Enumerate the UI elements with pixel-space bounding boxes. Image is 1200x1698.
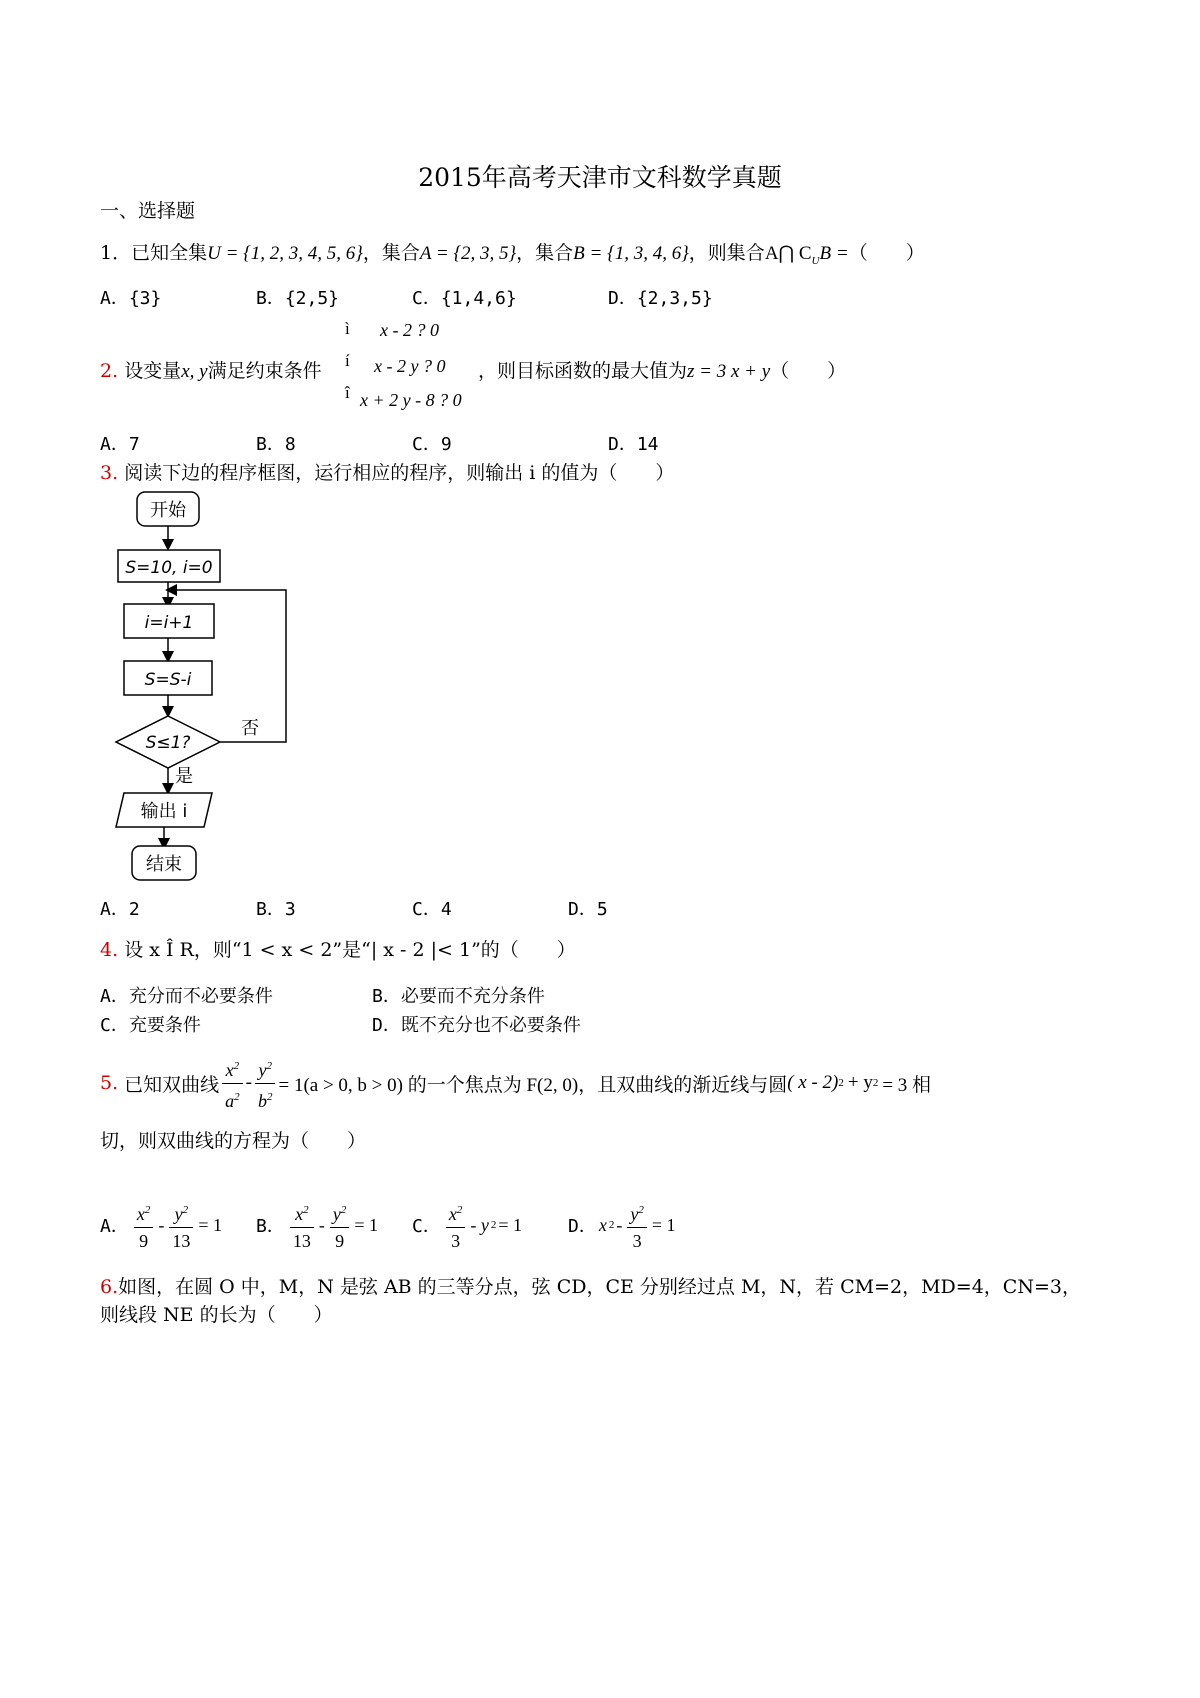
option-b: B．8: [256, 434, 296, 455]
option-a: A．2: [100, 899, 140, 920]
question-2: 2. 设变量x, y满足约束条件: [100, 360, 322, 382]
fraction-x2-a2: $\frac{x^2}{a^2}$: [222, 1053, 243, 1114]
question-number: 1．: [100, 242, 132, 264]
question-5-line2: 切，则双曲线的方程为（ ）: [100, 1130, 367, 1152]
start-label: 开始: [150, 500, 186, 521]
init-label: S=10, i=0: [125, 558, 213, 578]
end-label: 结束: [146, 854, 182, 875]
constraint-3: x + 2 y - 8 ? 0: [360, 390, 462, 410]
option-d: D．14: [608, 434, 659, 455]
option-c: C．{1,4,6}: [412, 288, 517, 309]
no-label: 否: [241, 718, 259, 739]
question-number: 5.: [100, 1072, 119, 1094]
option-c: C． $\frac{x^2}{3}$ - y 2 = 1: [412, 1196, 522, 1254]
option-a: A．7: [100, 434, 140, 455]
question-6-line2: 则线段 NE 的长为（ ）: [100, 1304, 333, 1326]
question-number: 2.: [100, 360, 119, 382]
option-a: A．充分而不必要条件: [100, 986, 273, 1007]
brace-glyphs: ì í î: [345, 319, 350, 402]
page-title: 2015年高考天津市文科数学真题: [418, 163, 782, 192]
option-b: B．必要而不充分条件: [372, 986, 545, 1007]
option-c: C．充要条件: [100, 1015, 201, 1036]
option-b: B．{2,5}: [256, 288, 340, 309]
question-6: 6.如图，在圆 O 中，M，N 是弦 AB 的三等分点，弦 CD，CE 分别经过点 M，N，若 CM=2，MD=4，CN=3，: [100, 1276, 1081, 1298]
question-4: 4. 设 x Î R，则“1 < x < 2”是“| x - 2 |< 1”的（ ）: [100, 939, 576, 961]
question-number: 6.: [100, 1276, 119, 1298]
fraction-y2-b2: $\frac{y^2}{b^2}$: [255, 1053, 276, 1114]
option-d: D． x 2 - $\frac{y^2}{3}$ = 1: [568, 1196, 676, 1254]
option-d: D．{2,3,5}: [608, 288, 713, 309]
option-a: A． $\frac{x^2}{9}$ - $\frac{y^2}{13}$ = 1: [100, 1196, 222, 1254]
flowchart: [100, 480, 320, 890]
question-2-tail: ，则目标函数的最大值为z = 3 x + y（ ）: [478, 360, 847, 382]
question-5: 5. 已知双曲线 $\frac{x^2}{a^2}$ - $\frac{y^2}{b^2}$ = 1(a > 0, b > 0) 的一个焦点为 F(2, 0)，且双曲线的渐近线与圆 ( x - 2) 2 + y 2 = 3 相: [100, 1055, 931, 1111]
option-c: C．4: [412, 899, 452, 920]
constraint-2: x - 2 y ? 0: [374, 356, 446, 376]
option-a: A．{3}: [100, 288, 162, 309]
option-c: C．9: [412, 434, 452, 455]
option-d: D．5: [568, 899, 608, 920]
yes-label: 是: [175, 766, 193, 787]
option-d: D．既不充分也不必要条件: [372, 1015, 581, 1036]
option-b: B． $\frac{x^2}{13}$ - $\frac{y^2}{9}$ = 1: [256, 1196, 378, 1254]
option-b: B．3: [256, 899, 296, 920]
step1-label: i=i+1: [144, 613, 194, 633]
question-number: 3.: [100, 462, 119, 484]
question-3: 3. 阅读下边的程序框图，运行相应的程序，则输出 i 的值为（ ）: [100, 462, 675, 484]
condition-label: S≤1?: [145, 733, 191, 753]
output-label: 输出 i: [140, 801, 188, 822]
question-number: 4.: [100, 939, 119, 961]
constraint-1: x - 2 ? 0: [380, 320, 439, 340]
step2-label: S=S-i: [144, 670, 192, 690]
question-1: 1．已知全集U = {1, 2, 3, 4, 5, 6}，集合A = {2, 3, 5}，集合B = {1, 3, 4, 6}，则集合A⋂ $C_UB$ =（ ）: [100, 242, 925, 267]
section-heading: 一、选择题: [100, 200, 196, 222]
